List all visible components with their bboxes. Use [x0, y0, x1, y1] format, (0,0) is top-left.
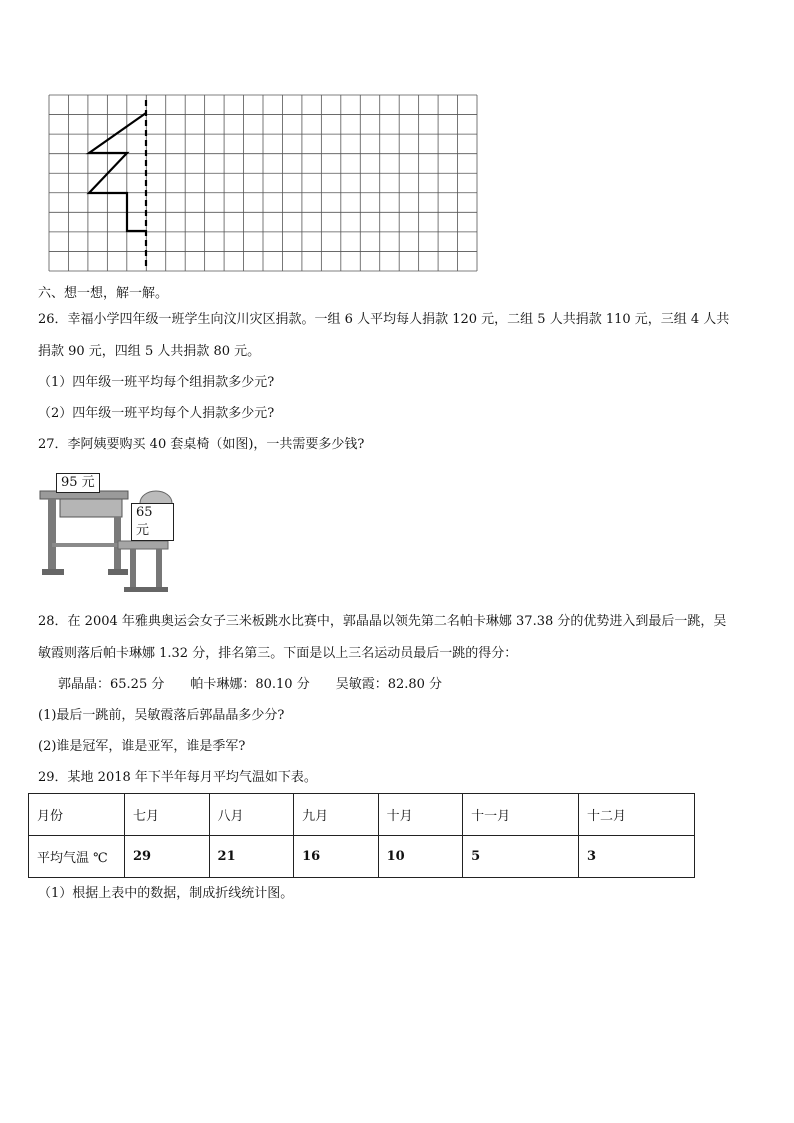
q26-sub1: （1）四年级一班平均每个组捐款多少元? — [38, 375, 275, 390]
table-cell-month: 十月 — [378, 794, 463, 836]
desk-chair-illustration — [38, 473, 174, 599]
q28-sub1: (1)最后一跳前，吴敏霞落后郭晶晶多少分? — [38, 708, 285, 723]
q29-text: 29．某地 2018 年下半年每月平均气温如下表。 — [38, 770, 317, 785]
q27-text: 27．李阿姨要购买 40 套桌椅（如图)，一共需要多少钱? — [38, 437, 365, 452]
table-cell-temp: 21 — [209, 836, 294, 878]
table-cell-month: 十二月 — [579, 794, 695, 836]
table-cell-temp: 16 — [294, 836, 379, 878]
temperature-table — [28, 793, 695, 878]
q26-line1: 26．幸福小学四年级一班学生向汶川灾区捐款。一组 6 人平均每人捐款 120 元，二组 5 人共捐款 110 元，三组 4 人共 — [38, 312, 730, 327]
table-cell-month: 七月 — [125, 794, 210, 836]
table-header-month: 月份 — [29, 794, 125, 836]
grid-lines — [49, 95, 477, 271]
q28-scores: 郭晶晶：65.25 分 帕卡琳娜：80.10 分 吴敏霞：82.80 分 — [58, 677, 443, 692]
q28-line1: 28．在 2004 年雅典奥运会女子三米板跳水比赛中，郭晶晶以领先第二名帕卡琳娜 37.38 分的优势进入到最后一跳，吴 — [38, 614, 727, 629]
symmetry-grid-figure — [48, 94, 478, 272]
table-row-temps — [29, 836, 695, 878]
table-cell-month: 八月 — [209, 794, 294, 836]
section-title: 六、想一想，解一解。 — [38, 286, 169, 301]
table-cell-temp: 5 — [463, 836, 579, 878]
table-cell-temp: 29 — [125, 836, 210, 878]
desk-price-tag: 95 元 — [56, 473, 100, 493]
table-cell-month: 十一月 — [463, 794, 579, 836]
table-row-months — [29, 794, 695, 836]
q26-line2: 捐款 90 元，四组 5 人共捐款 80 元。 — [38, 344, 261, 359]
q29-sub1: （1）根据上表中的数据，制成折线统计图。 — [38, 886, 294, 901]
q26-sub2: （2）四年级一班平均每个人捐款多少元? — [38, 406, 275, 421]
table-cell-temp: 3 — [579, 836, 695, 878]
q28-sub2: (2)谁是冠军，谁是亚军，谁是季军? — [38, 739, 246, 754]
half-figure-outline — [89, 113, 146, 231]
table-header-temp: 平均气温 ℃ — [29, 836, 125, 878]
table-cell-temp: 10 — [378, 836, 463, 878]
q28-line2: 敏霞则落后帕卡琳娜 1.32 分，排名第三。下面是以上三名运动员最后一跳的得分： — [38, 646, 518, 661]
table-cell-month: 九月 — [294, 794, 379, 836]
chair-price-tag: 65 元 — [131, 503, 174, 541]
